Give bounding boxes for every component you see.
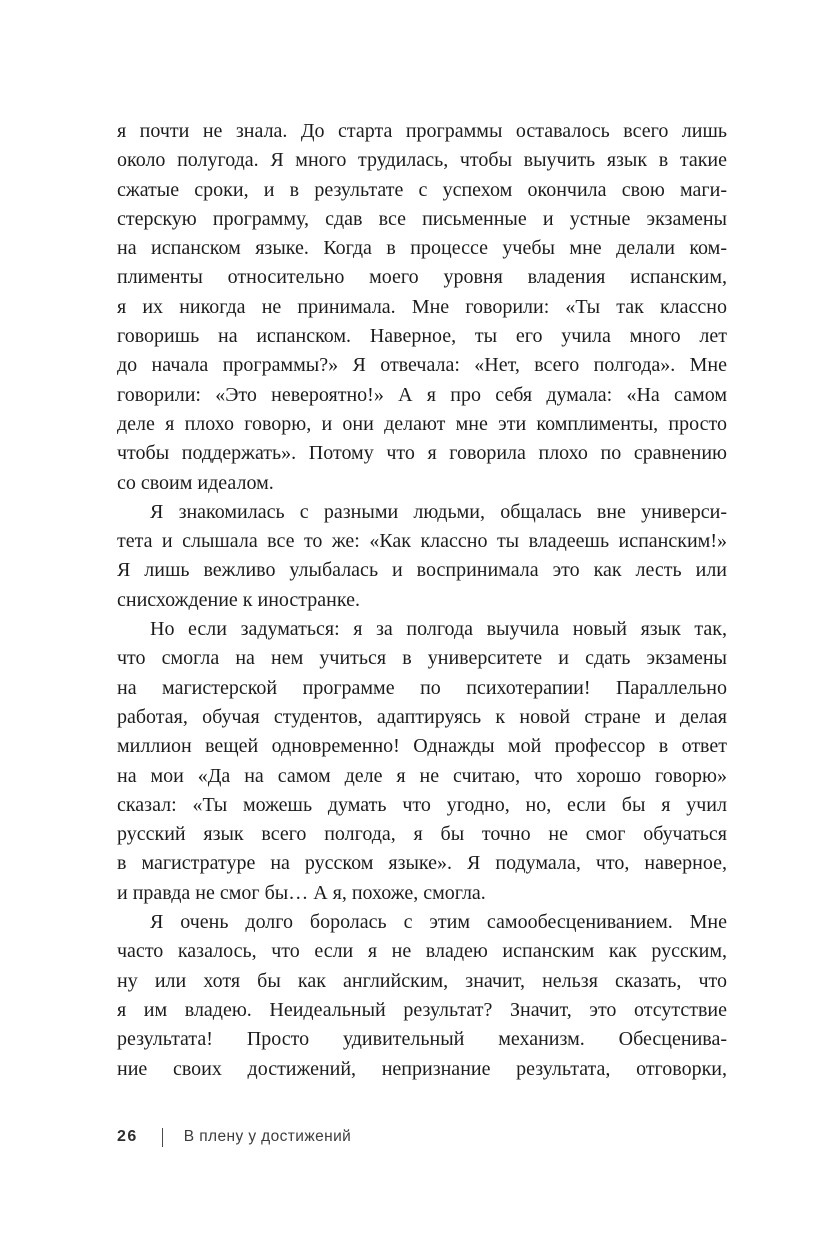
text-line: в магистратуре на русском языке». Я подумала, что, наверное, xyxy=(117,852,727,875)
text-line: плименты относительно моего уровня владения испанским, xyxy=(117,266,727,289)
running-title: В плену у достижений xyxy=(183,1128,352,1145)
text-line: сказал: «Ты можешь думать что угодно, но, если бы я учил xyxy=(117,793,727,816)
text-line: Я лишь вежливо улыбалась и воспринимала это как лесть или xyxy=(117,559,727,582)
page-footer xyxy=(117,1124,727,1150)
text-line: работая, обучая студентов, адаптируясь к новой стране и делая xyxy=(117,705,727,728)
text-line: Я знакомилась с разными людьми, общалась вне универси- xyxy=(150,500,727,523)
text-line: деле я плохо говорю, и они делают мне эти комплименты, просто xyxy=(117,412,727,435)
text-line: сжатые сроки, и в результате с успехом окончила свою маги- xyxy=(117,178,727,201)
text-line: говорили: «Это невероятно!» А я про себя думала: «На самом xyxy=(117,383,727,406)
text-line: я им владею. Неидеальный результат? Значит, это отсутствие xyxy=(117,998,727,1021)
text-line: до начала программы?» Я отвечала: «Нет, всего полгода». Мне xyxy=(117,354,727,377)
text-line: результата! Просто удивительный механизм. Обесценива- xyxy=(117,1028,727,1051)
text-line: русский язык всего полгода, я бы точно не смог обучаться xyxy=(117,823,727,846)
paragraph xyxy=(117,498,727,615)
page-number: 26 xyxy=(117,1128,138,1145)
text-line: на мои «Да на самом деле я не считаю, что хорошо говорю» xyxy=(117,764,727,787)
text-line: со своим идеалом. xyxy=(117,471,274,494)
footer-divider xyxy=(162,1128,163,1147)
text-line: чтобы поддержать». Потому что я говорила плохо по сравнению xyxy=(117,442,727,465)
text-line: что смогла на нем учиться в университете и сдать экзамены xyxy=(117,647,727,670)
text-line: Но если задуматься: я за полгода выучила новый язык так, xyxy=(150,618,727,641)
text-line: я их никогда не принимала. Мне говорили: «Ты так классно xyxy=(117,295,727,318)
text-line: снисхождение к иностранке. xyxy=(117,588,360,611)
paragraph xyxy=(117,908,727,1084)
paragraph xyxy=(117,615,727,908)
text-line: ну или хотя бы как английским, значит, нельзя сказать, что xyxy=(117,969,727,992)
text-line: на испанском языке. Когда в процессе учебы мне делали ком- xyxy=(117,237,727,260)
text-line: Я очень долго боролась с этим самообесцениванием. Мне xyxy=(150,911,727,934)
text-line: я почти не знала. До старта программы оставалось всего лишь xyxy=(117,120,727,142)
paragraph xyxy=(117,117,727,498)
text-block xyxy=(117,117,727,1084)
text-line: ние своих достижений, непризнание результата, отговорки, xyxy=(117,1057,727,1080)
text-line: около полугода. Я много трудилась, чтобы выучить язык в такие xyxy=(117,149,727,172)
text-line: стерскую программу, сдав все письменные и устные экзамены xyxy=(117,207,727,230)
text-line: на магистерской программе по психотерапии! Параллельно xyxy=(117,676,727,699)
text-line: часто казалось, что если я не владею испанским как русским, xyxy=(117,940,727,963)
text-line: тета и слышала все то же: «Как классно ты владеешь испанским!» xyxy=(117,530,727,553)
text-line: и правда не смог бы… А я, похоже, смогла. xyxy=(117,881,486,904)
text-line: говоришь на испанском. Наверное, ты его учила много лет xyxy=(117,325,727,348)
text-line: миллион вещей одновременно! Однажды мой профессор в ответ xyxy=(117,735,727,758)
